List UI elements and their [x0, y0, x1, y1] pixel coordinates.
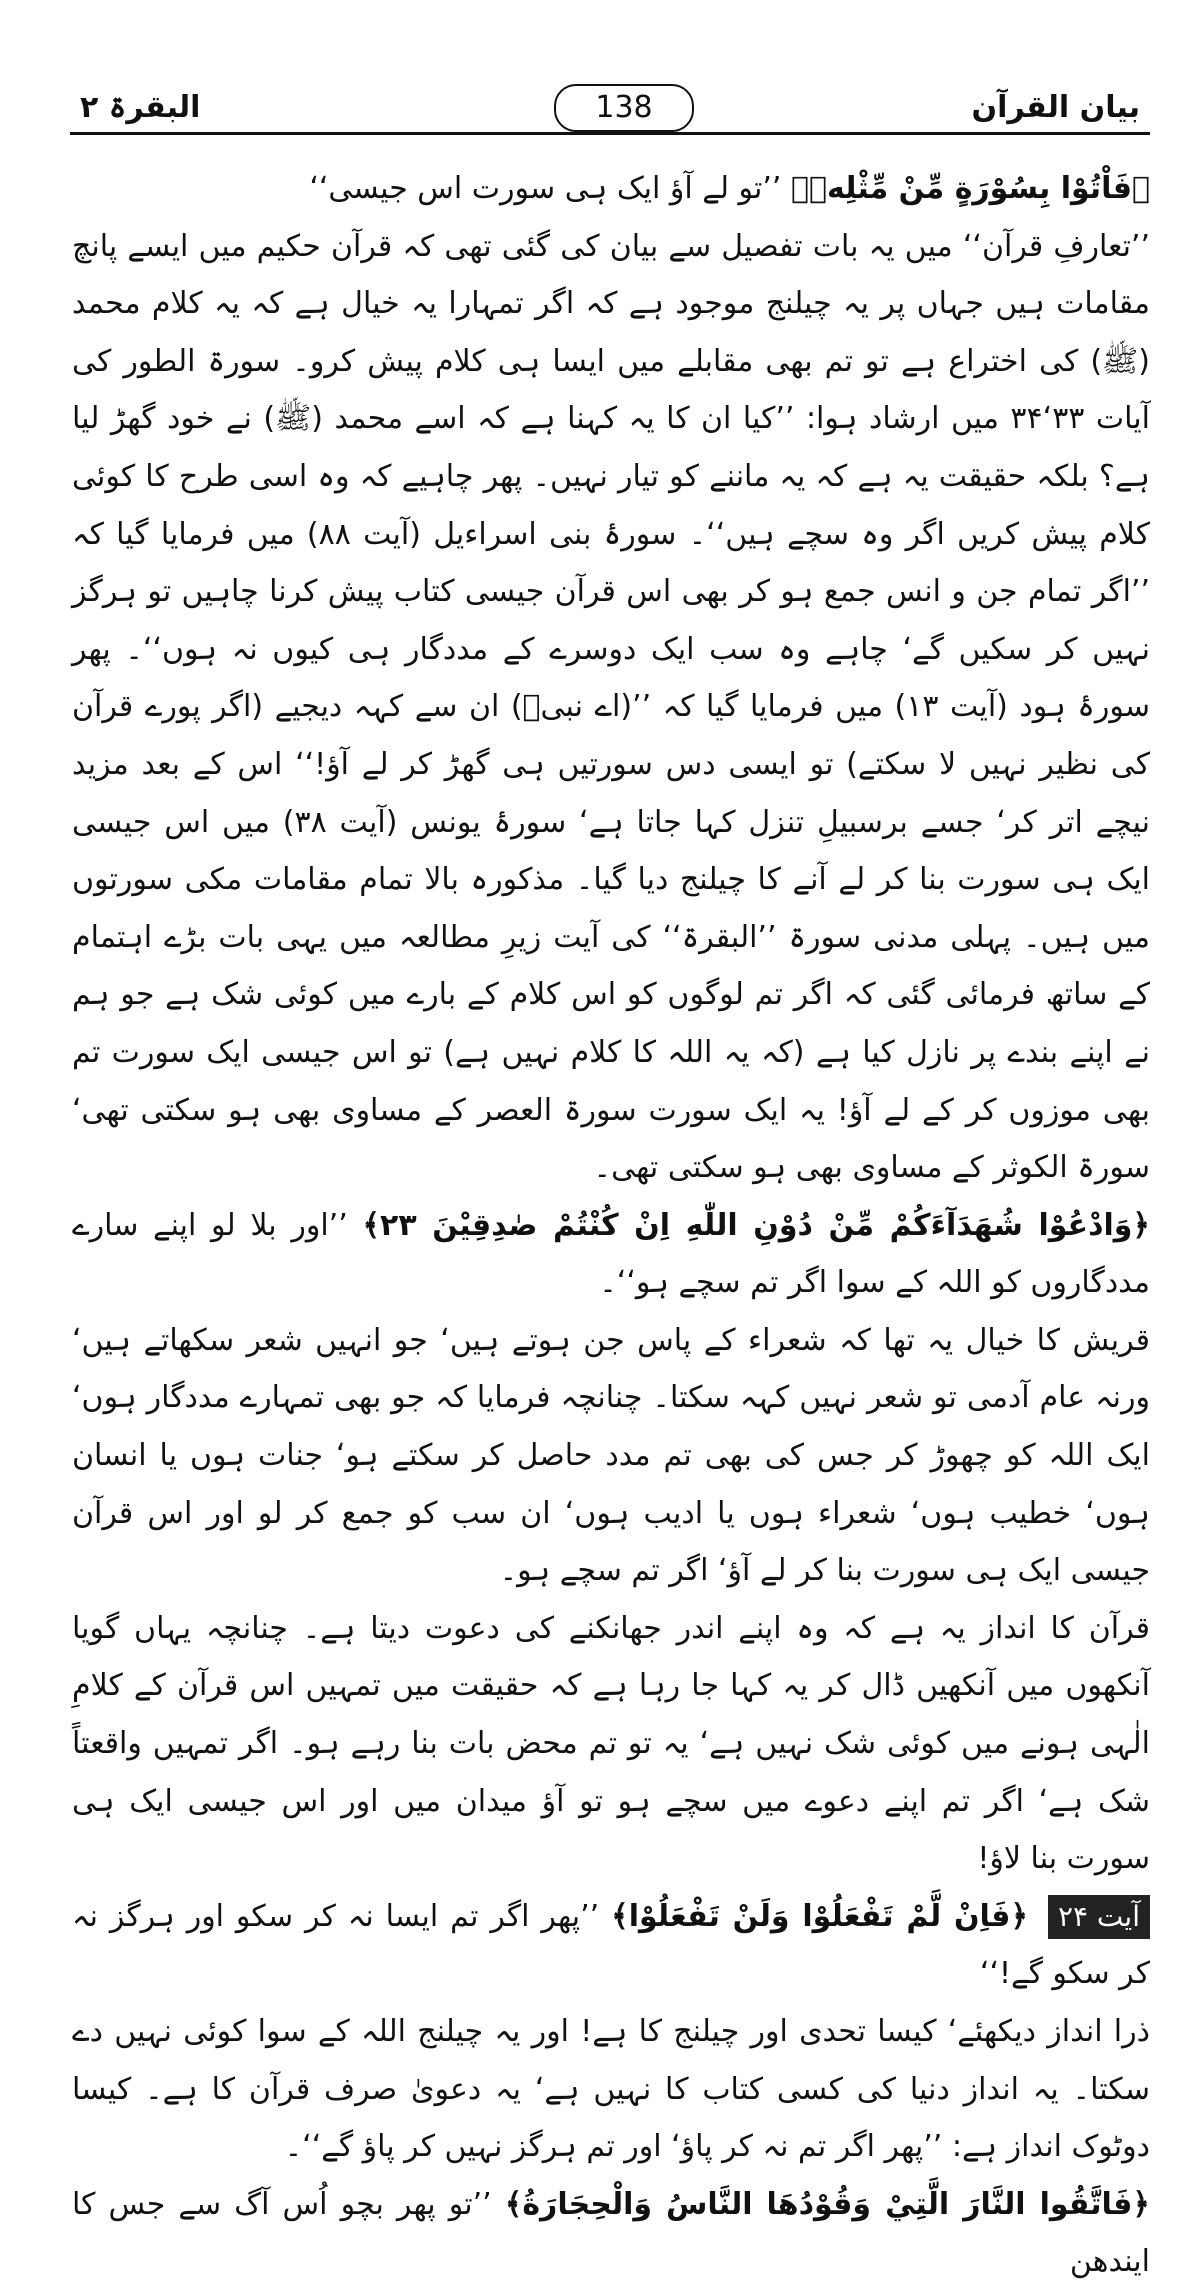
quran-verse: ﴿فَاِنْ لَّمْ تَفْعَلُوْا وَلَنْ تَفْعَلُوْا﴾: [611, 1898, 1029, 1934]
paragraph-commentary-1: ’’تعارفِ قرآن‘‘ میں یہ بات تفصیل سے بیان کی گئی تھی کہ قرآن حکیم میں ایسے پانچ مقامات ہیں جہاں پر یہ چیلنج موجود ہے کہ اگر تمہارا یہ خیال ہے کہ یہ کلام محمد (ﷺ) کی اختراع ہے تو تم بھی مقابلے میں ایسا ہی کلام پیش کرو۔ سورۃ الطور کی آیات ۳۳‘۳۴ میں ارشاد ہوا: ’’کیا ان کا یہ کہنا ہے کہ اسے محمد (ﷺ) نے خود گھڑ لیا ہے؟ بلکہ حقیقت یہ ہے کہ یہ ماننے کو تیار نہیں۔ پھر چاہیے کہ وہ اسی طرح کا کوئی کلام پیش کریں اگر وہ سچے ہیں‘‘۔ سورۂ بنی اسراءیل (آیت ۸۸) میں فرمایا گیا کہ ’’اگر تمام جن و انس جمع ہو کر بھی اس قرآن جیسی کتاب پیش کرنا چاہیں تو ہرگز نہیں کر سکیں گے‘ چاہے وہ سب ایک دوسرے کے مددگار ہی کیوں نہ ہوں‘‘۔ پھر سورۂ ہود (آیت ۱۳) میں فرمایا گیا کہ ’’(اے نبیؐ) ان سے کہہ دیجیے (اگر پورے قرآن کی نظیر نہیں لا سکتے) تو ایسی دس سورتیں ہی گھڑ کر لے آؤ!‘‘ اس کے بعد مزید نیچے اتر کر‘ جسے برسبیلِ تنزل کہا جاتا ہے‘ سورۂ یونس (آیت ۳۸) میں اس جیسی ایک ہی سورت بنا کر لے آنے کا چیلنج دیا گیا۔ مذکورہ بالا تمام مقامات مکی سورتوں میں ہیں۔ پہلی مدنی سورۃ ’’البقرۃ‘‘ کی آیت زیرِ مطالعہ میں یہی بات بڑے اہتمام کے ساتھ فرمائی گئی کہ اگر تم لوگوں کو اس کلام کے بارے میں کوئی شک ہے جو ہم نے اپنے بندے پر نازل کیا ہے (کہ یہ اللہ کا کلام نہیں ہے) تو اس جیسی ایک سورت تم بھی موزوں کر کے لے آؤ! یہ ایک سورت سورۃ العصر کے مساوی بھی ہو سکتی تھی‘ سورۃ الکوثر کے مساوی بھی ہو سکتی تھی۔: [72, 228, 1151, 1186]
paragraph-commentary-2: قریش کا خیال یہ تھا کہ شعراء کے پاس جن ہوتے ہیں‘ جو انہیں شعر سکھاتے ہیں‘ ورنہ عام آدمی تو شعر نہیں کہہ سکتا۔ چنانچہ فرمایا کہ جو بھی تمہارے مددگار ہوں‘ ایک اللہ کو چھوڑ کر جس کی بھی تم مدد حاصل کر سکتے ہو‘ جنات ہوں یا انسان ہوں‘ خطیب ہوں‘ شعراء ہوں یا ادیب ہوں‘ ان سب کو جمع کر لو اور اس قرآن جیسی ایک ہی سورت بنا کر لے آؤ‘ اگر تم سچے ہو۔: [72, 1322, 1150, 1589]
page-header: [70, 84, 1150, 144]
verse-translation: ’’اور بلا لو اپنے سارے مددگاروں کو اللہ کے سوا اگر تم سچے ہو‘‘۔: [72, 1207, 1150, 1301]
verse-translation: ’’تو لے آؤ ایک ہی سورت اس جیسی‘‘: [309, 171, 782, 206]
paragraph-commentary-3: قرآن کا انداز یہ ہے کہ وہ اپنے اندر جھانکنے کی دعوت دیتا ہے۔ چنانچہ یہاں گویا آنکھوں میں آنکھیں ڈال کر یہ کہا جا رہا ہے کہ حقیقت میں تمہیں اس قرآن کے کلامِ الٰہی ہونے میں کوئی شک نہیں ہے‘ یہ تو تم محض بات بنا رہے ہو۔ اگر تمہیں واقعتاً شک ہے‘ اگر تم اپنے دعوے میں سچے ہو تو آؤ میدان میں اور اس جیسی ایک ہی سورت بنا لاؤ!: [72, 1610, 1150, 1877]
quran-verse: ﴿فَاْتُوْا بِسُوْرَةٍ مِّنْ مِّثْلِهٖ﴾: [790, 171, 1150, 206]
verse-translation: ’’پھر اگر تم ایسا نہ کر سکو اور ہرگز نہ کر سکو گے!‘‘: [72, 1898, 1150, 1992]
page-number: 138: [554, 84, 694, 132]
paragraph-ayah-3: [72, 1888, 1150, 2003]
header-rule: [70, 132, 1150, 135]
surah-title: البقرۃ ۲: [70, 90, 210, 125]
paragraph-ayah-2: [72, 1197, 1150, 1312]
paragraph-ayah-4: [72, 2176, 1150, 2291]
book-title: بیان القرآن: [961, 90, 1150, 125]
verse-translation: ’’تو پھر بچو اُس آگ سے جس کا ایندھن: [72, 2186, 1150, 2280]
paragraph-commentary-4: ذرا انداز دیکھئے‘ کیسا تحدی اور چیلنج کا ہے! اور یہ چیلنج اللہ کے سوا کوئی نہیں دے سکتا۔ یہ انداز دنیا کی کسی کتاب کا نہیں ہے‘ یہ دعویٰ صرف قرآن کا ہے۔ کیسا دوٹوک انداز ہے: ’’پھر اگر تم نہ کر پاؤ‘ اور تم ہرگز نہیں کر پاؤ گے‘‘۔: [72, 2014, 1150, 2165]
quran-verse: ﴿فَاتَّقُوا النَّارَ الَّتِيْ وَقُوْدُهَا النَّاسُ وَالْحِجَارَةُ﴾: [504, 2186, 1150, 2222]
page-body: [72, 160, 1150, 2291]
quran-verse: ﴿وَادْعُوْا شُهَدَآءَكُمْ مِّنْ دُوْنِ اللّٰهِ اِنْ كُنْتُمْ صٰدِقِيْنَ ۲۳﴾: [362, 1207, 1150, 1243]
verse-number-badge: آیت ۲۴: [1048, 1895, 1150, 1939]
paragraph-ayah-1: [72, 160, 1150, 218]
